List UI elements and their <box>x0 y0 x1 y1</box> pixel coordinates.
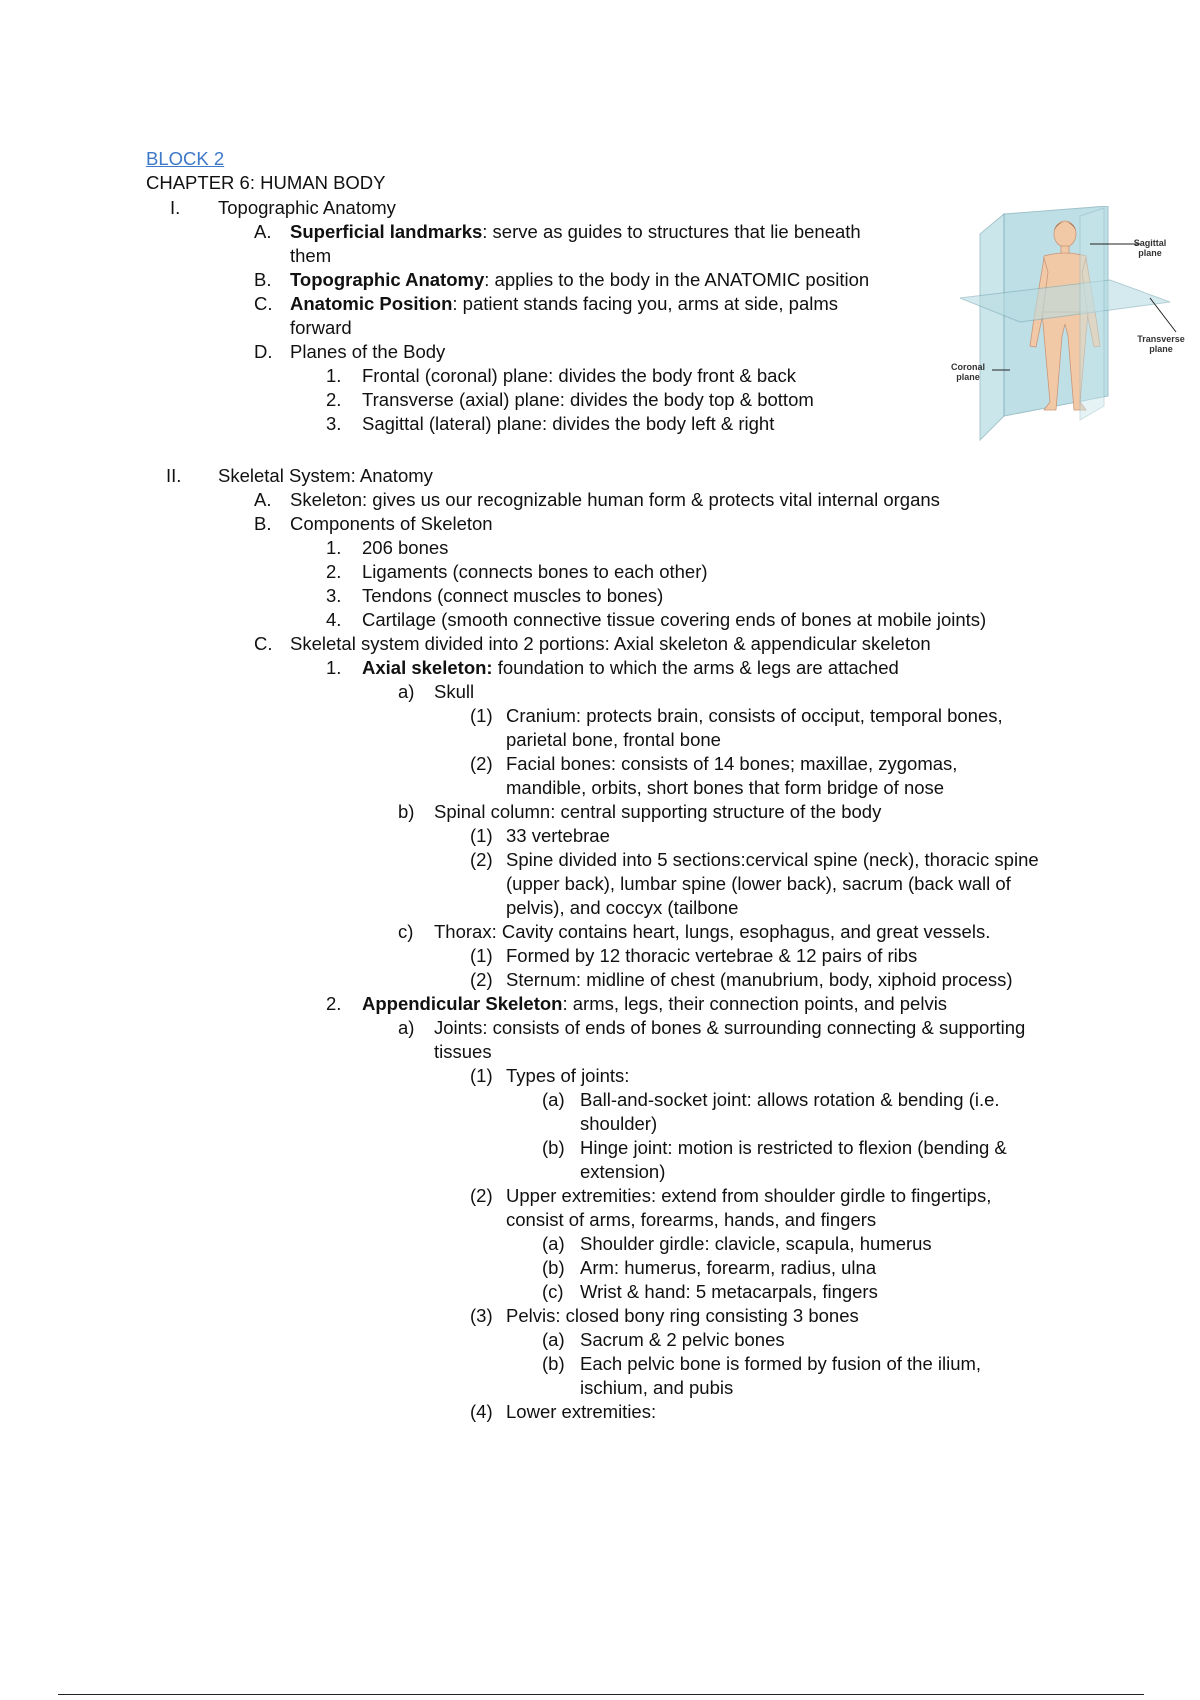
coronal-label: Coronal plane <box>950 362 985 382</box>
item-letter: a) <box>398 681 415 702</box>
definition: : patient stands facing you, arms at side, palms <box>452 293 839 314</box>
item-number: 3. <box>326 585 342 606</box>
item-number: 1. <box>326 365 342 386</box>
term: Superficial landmarks <box>290 221 483 242</box>
item-number: (4) <box>470 1401 493 1422</box>
item-letter: (b) <box>542 1257 565 1278</box>
list-item: Types of joints: <box>506 1065 630 1086</box>
list-item-continuation: ischium, and pubis <box>580 1377 734 1398</box>
section-numeral: I. <box>170 197 181 218</box>
list-item-continuation: mandible, orbits, short bones that form bridge of nose <box>506 777 945 798</box>
list-item: Joints: consists of ends of bones & surrounding connecting & supporting <box>434 1017 1026 1038</box>
list-item: Sagittal (lateral) plane: divides the body left & right <box>362 413 775 434</box>
definition: : arms, legs, their connection points, and pelvis <box>562 993 948 1014</box>
list-item: Facial bones: consists of 14 bones; maxillae, zygomas, <box>506 753 958 774</box>
list-item: Wrist & hand: 5 metacarpals, fingers <box>580 1281 878 1302</box>
list-item: Frontal (coronal) plane: divides the body front & back <box>362 365 796 386</box>
definition: foundation to which the arms & legs are attached <box>492 657 899 678</box>
list-item <box>362 656 899 680</box>
item-letter: c) <box>398 921 414 942</box>
item-number: 4. <box>326 609 342 630</box>
list-item-continuation: them <box>290 245 332 266</box>
definition: : applies to the body in the ANATOMIC position <box>484 269 870 290</box>
list-item-continuation: consist of arms, forearms, hands, and fingers <box>506 1209 877 1230</box>
item-number: (1) <box>470 825 493 846</box>
definition: : serve as guides to structures that lie beneath <box>482 221 861 242</box>
list-item: Spine divided into 5 sections:cervical spine (neck), thoracic spine <box>506 849 1039 870</box>
list-item <box>290 292 838 316</box>
item-number: 2. <box>326 993 342 1014</box>
list-item: Sternum: midline of chest (manubrium, body, xiphoid process) <box>506 969 1013 990</box>
item-number: 2. <box>326 389 342 410</box>
transverse-label: Transverse plane <box>1137 334 1185 354</box>
list-item: 206 bones <box>362 537 449 558</box>
item-number: 1. <box>326 657 342 678</box>
list-item: 33 vertebrae <box>506 825 610 846</box>
item-number: 3. <box>326 413 342 434</box>
list-item-continuation: extension) <box>580 1161 666 1182</box>
item-letter: D. <box>254 341 273 362</box>
list-item: Upper extremities: extend from shoulder girdle to fingertips, <box>506 1185 992 1206</box>
list-item: Cranium: protects brain, consists of occiput, temporal bones, <box>506 705 1003 726</box>
section-title: Skeletal System: Anatomy <box>218 465 433 486</box>
section-numeral: II. <box>166 465 182 486</box>
item-number: 2. <box>326 561 342 582</box>
list-item: Skeleton: gives us our recognizable human form & protects vital internal organs <box>290 489 940 510</box>
item-letter: a) <box>398 1017 415 1038</box>
item-number: (2) <box>470 753 493 774</box>
item-number: (2) <box>470 849 493 870</box>
coronal-plane-front <box>1080 208 1104 420</box>
list-item-continuation: tissues <box>434 1041 492 1062</box>
list-item: Sacrum & 2 pelvic bones <box>580 1329 785 1350</box>
list-item: Skull <box>434 681 475 702</box>
item-letter: b) <box>398 801 415 822</box>
item-letter: C. <box>254 633 273 654</box>
term: Axial skeleton: <box>362 657 493 678</box>
list-item: Shoulder girdle: clavicle, scapula, humerus <box>580 1233 932 1254</box>
chapter-title: CHAPTER 6: HUMAN BODY <box>146 172 386 193</box>
list-item: Ligaments (connects bones to each other) <box>362 561 708 582</box>
item-letter: A. <box>254 489 272 510</box>
list-item-continuation: parietal bone, frontal bone <box>506 729 721 750</box>
section-title: Topographic Anatomy <box>218 197 396 218</box>
item-letter: A. <box>254 221 272 242</box>
item-letter: (c) <box>542 1281 564 1302</box>
coronal-plane-back <box>980 214 1004 440</box>
term: Anatomic Position <box>290 293 453 314</box>
block-link[interactable]: BLOCK 2 <box>146 148 225 169</box>
list-item <box>290 268 869 292</box>
list-item: Arm: humerus, forearm, radius, ulna <box>580 1257 877 1278</box>
item-letter: B. <box>254 513 272 534</box>
item-letter: (a) <box>542 1233 565 1254</box>
list-item: Lower extremities: <box>506 1401 657 1422</box>
item-number: (1) <box>470 1065 493 1086</box>
list-item: Tendons (connect muscles to bones) <box>362 585 664 606</box>
item-number: 1. <box>326 537 342 558</box>
item-number: (3) <box>470 1305 493 1326</box>
list-item: Formed by 12 thoracic vertebrae & 12 pairs of ribs <box>506 945 918 966</box>
item-number: (2) <box>470 969 493 990</box>
list-item-continuation: pelvis), and coccyx (tailbone <box>506 897 739 918</box>
list-item: Skeletal system divided into 2 portions: Axial skeleton & appendicular skeleton <box>290 633 931 654</box>
list-item: Cartilage (smooth connective tissue covering ends of bones at mobile joints) <box>362 609 987 630</box>
item-letter: (a) <box>542 1329 565 1350</box>
list-item: Thorax: Cavity contains heart, lungs, esophagus, and great vessels. <box>434 921 991 942</box>
item-number: (1) <box>470 705 493 726</box>
sagittal-label: Sagittal plane <box>1133 238 1167 258</box>
list-item: Hinge joint: motion is restricted to flexion (bending & <box>580 1137 1007 1158</box>
item-number: (1) <box>470 945 493 966</box>
list-item: Planes of the Body <box>290 341 446 362</box>
item-letter: C. <box>254 293 273 314</box>
list-item <box>290 220 861 244</box>
list-item-continuation: shoulder) <box>580 1113 658 1134</box>
list-item: Transverse (axial) plane: divides the body top & bottom <box>362 389 814 410</box>
footer-rule <box>58 1694 1144 1695</box>
term: Appendicular Skeleton <box>362 993 563 1014</box>
item-letter: (b) <box>542 1353 565 1374</box>
item-letter: (a) <box>542 1089 565 1110</box>
list-item: Components of Skeleton <box>290 513 493 534</box>
item-number: (2) <box>470 1185 493 1206</box>
item-letter: B. <box>254 269 272 290</box>
term: Topographic Anatomy <box>290 269 485 290</box>
list-item-continuation: forward <box>290 317 352 338</box>
list-item: Ball-and-socket joint: allows rotation & bending (i.e. <box>580 1089 1000 1110</box>
list-item: Spinal column: central supporting structure of the body <box>434 801 882 822</box>
list-item <box>362 992 947 1016</box>
list-item-continuation: (upper back), lumbar spine (lower back), sacrum (back wall of <box>506 873 1011 894</box>
item-letter: (b) <box>542 1137 565 1158</box>
list-item: Pelvis: closed bony ring consisting 3 bones <box>506 1305 859 1326</box>
list-item: Each pelvic bone is formed by fusion of the ilium, <box>580 1353 982 1374</box>
